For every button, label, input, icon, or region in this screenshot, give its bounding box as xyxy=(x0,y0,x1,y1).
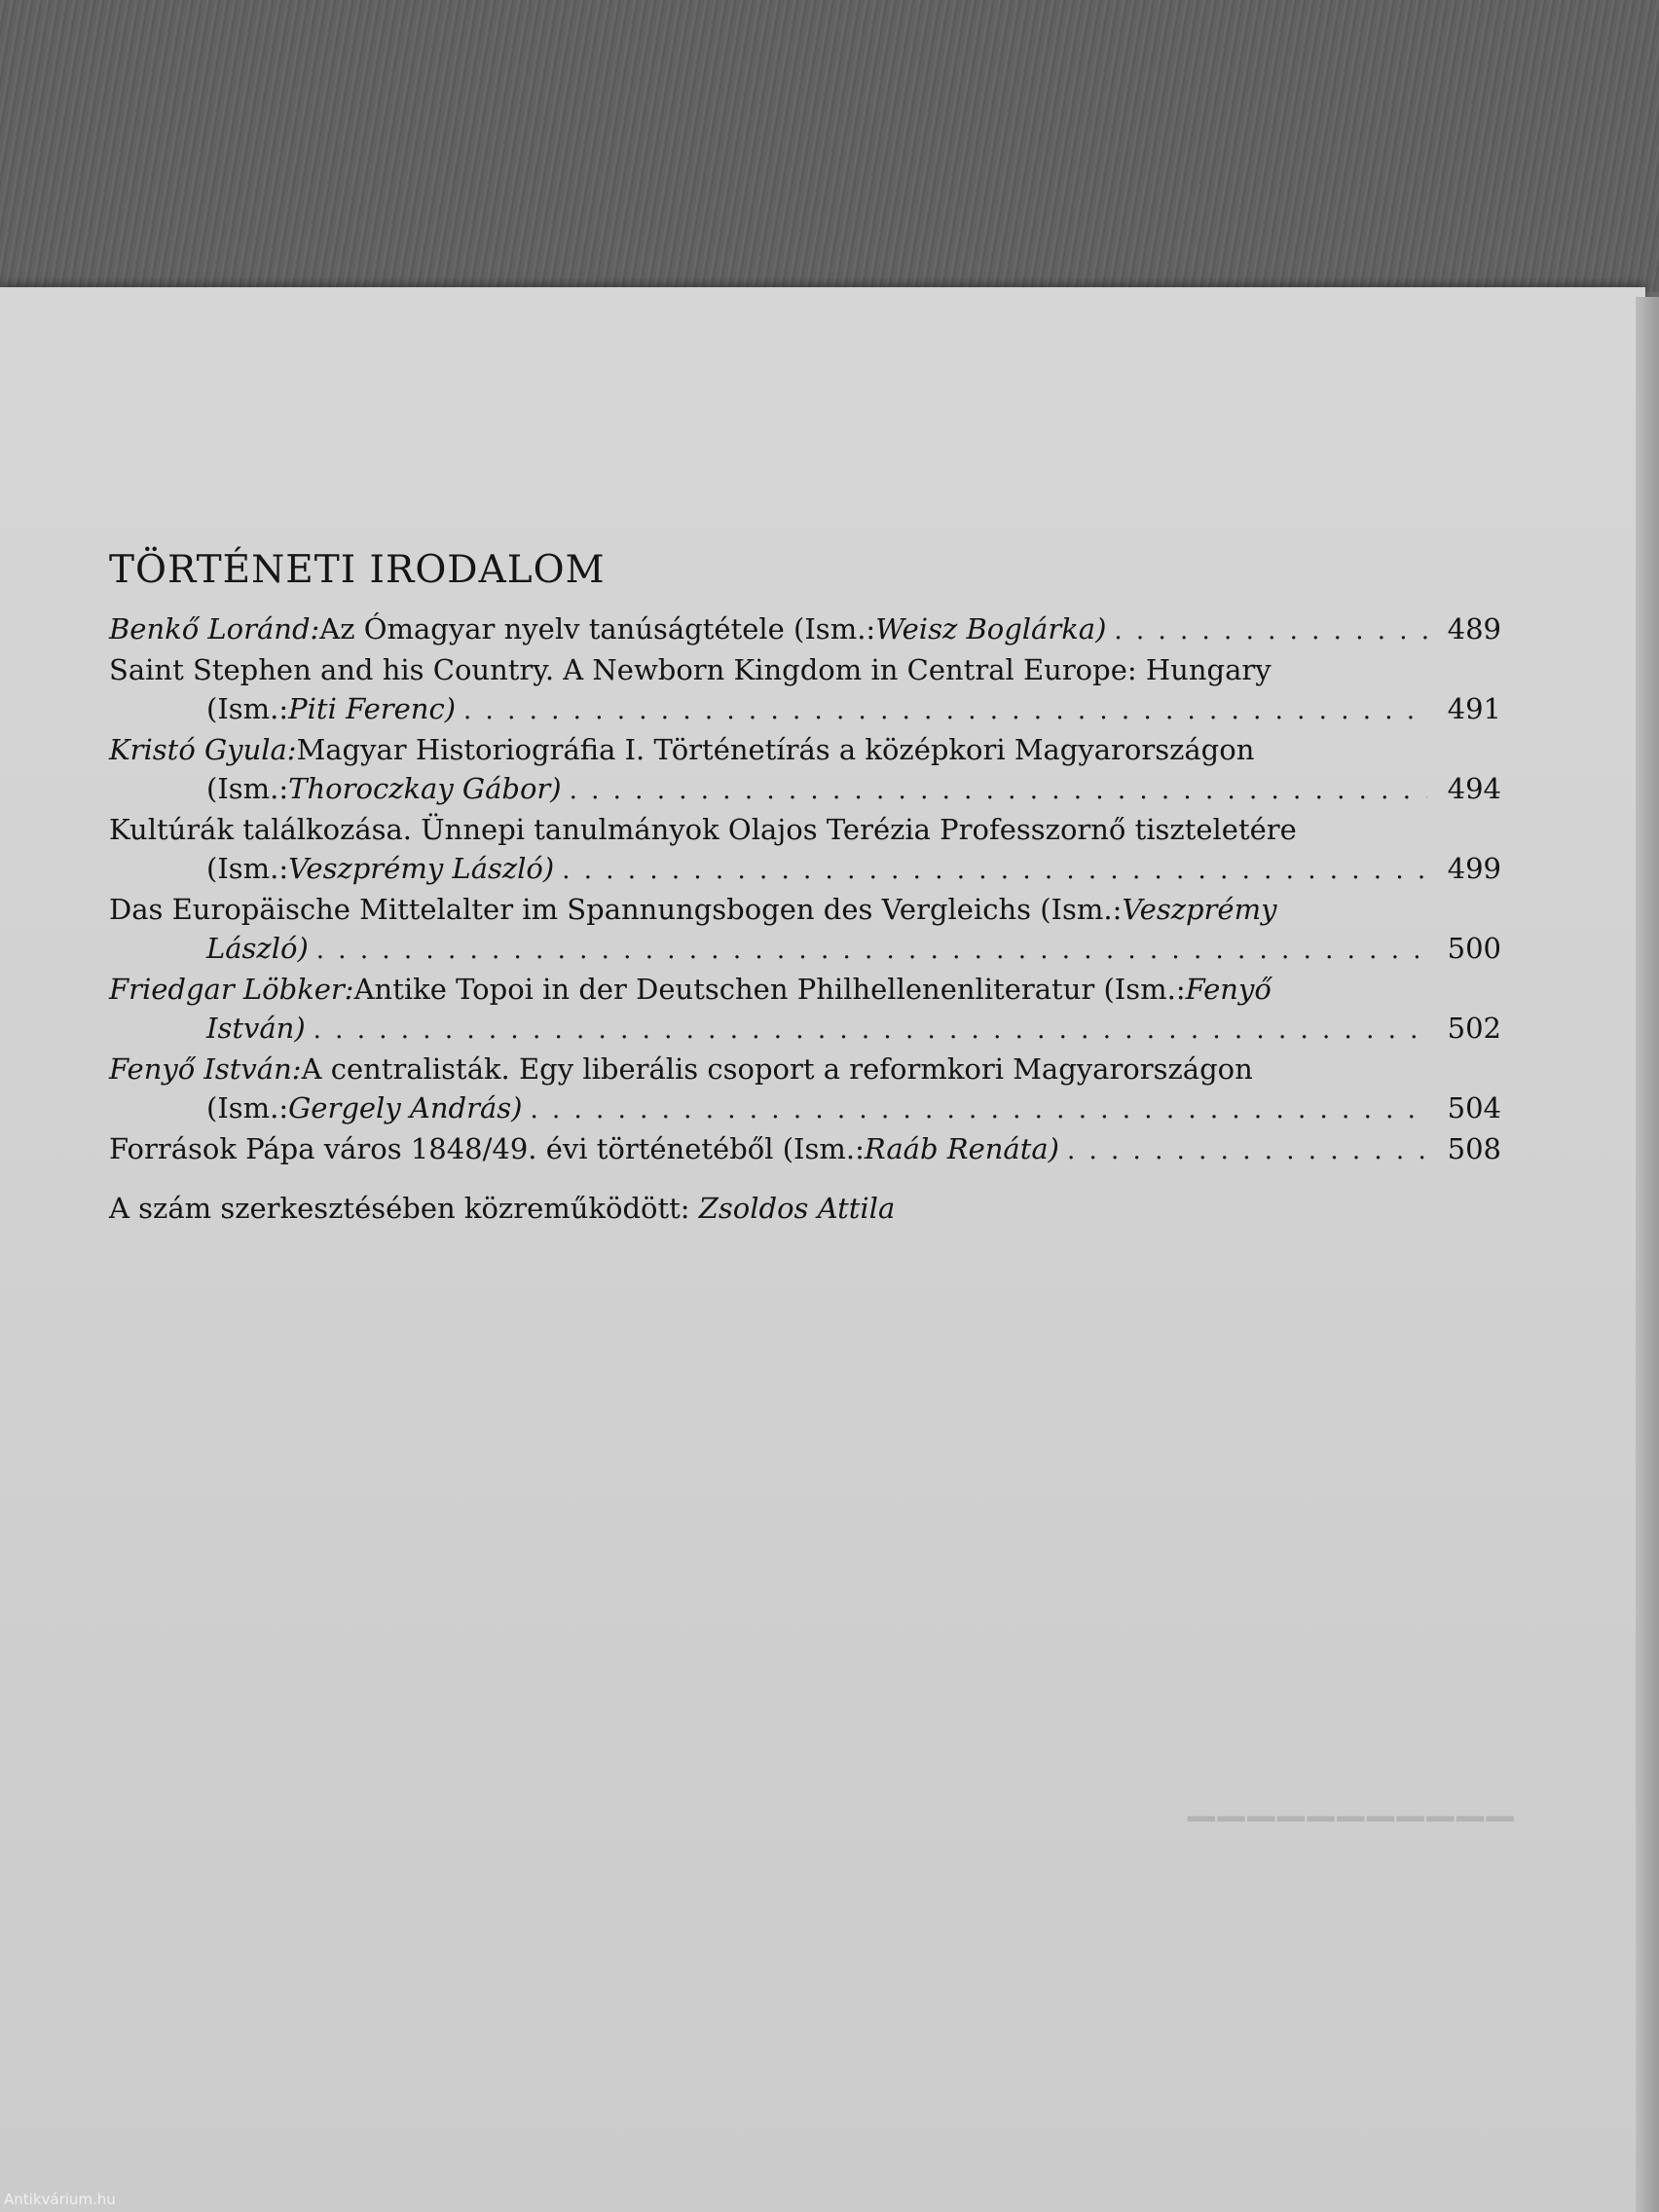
entry-ism: (Ism.: xyxy=(206,1091,289,1124)
credit-prefix: A szám szerkesztésében közreműködött: xyxy=(109,1192,699,1225)
entry-reviewer-cont: László) xyxy=(206,932,309,965)
entry-reviewer: Fenyő xyxy=(1185,973,1272,1006)
entry-ism: (Ism.: xyxy=(206,772,289,805)
editor-credit xyxy=(109,1192,1501,1225)
entry-author: Friedgar Löbker: xyxy=(109,973,354,1006)
leader-dots xyxy=(316,931,1427,970)
entry-title: Források Pápa város 1848/49. évi történetéből (Ism.: xyxy=(109,1132,865,1165)
entry-page: 508 xyxy=(1447,1132,1501,1165)
table-of-contents xyxy=(109,548,1501,1225)
leader-dots xyxy=(463,691,1427,730)
entry-reviewer-cont: István) xyxy=(206,1012,306,1045)
toc-entry xyxy=(109,810,1501,890)
entry-page: 500 xyxy=(1447,932,1501,965)
toc-entry xyxy=(109,1050,1501,1129)
entry-title: Saint Stephen and his Country. A Newborn Kingdom in Central Europe: Hungary xyxy=(109,653,1272,686)
entry-ism: (Ism.: xyxy=(206,692,289,725)
show-through-text: ▁▁▁▁▁▁▁▁▁▁▁ xyxy=(1188,1782,1517,1822)
leader-dots xyxy=(570,771,1427,810)
leader-dots xyxy=(1114,611,1427,650)
entry-ism: (Ism.: xyxy=(206,852,289,885)
section-title: TÖRTÉNETI IRODALOM xyxy=(109,548,606,592)
entry-page: 494 xyxy=(1447,772,1501,805)
entry-reviewer: Thoroczkay Gábor) xyxy=(288,772,562,805)
toc-entry xyxy=(109,650,1501,730)
leader-dots xyxy=(313,1011,1427,1050)
entry-page: 504 xyxy=(1447,1091,1501,1124)
page-edge xyxy=(1636,297,1659,2212)
entry-reviewer: Raáb Renáta) xyxy=(864,1132,1059,1165)
background-surface xyxy=(0,0,1659,292)
toc-entry xyxy=(109,730,1501,810)
entry-reviewer: Weisz Boglárka) xyxy=(875,612,1107,645)
entry-title: Das Europäische Mittelalter im Spannungsbogen des Vergleichs (Ism.: xyxy=(109,893,1123,926)
entry-reviewer: Veszprémy xyxy=(1122,893,1277,926)
entry-page: 489 xyxy=(1447,612,1501,645)
leader-dots xyxy=(1067,1131,1427,1170)
toc-entry xyxy=(109,970,1501,1050)
toc-entry xyxy=(109,609,1501,650)
entry-author: Kristó Gyula: xyxy=(109,733,297,766)
entry-reviewer: Piti Ferenc) xyxy=(288,692,457,725)
credit-name: Zsoldos Attila xyxy=(698,1192,896,1225)
entry-page: 499 xyxy=(1447,852,1501,885)
watermark: Antikvárium.hu xyxy=(4,2191,116,2208)
entry-title: A centralisták. Egy liberális csoport a reformkori Magyarországon xyxy=(301,1052,1253,1086)
entry-author: Benkő Loránd: xyxy=(109,612,320,645)
entry-title: Antike Topoi in der Deutschen Philhellenenliteratur (Ism.: xyxy=(353,973,1186,1006)
toc-entry xyxy=(109,890,1501,970)
entry-author: Fenyő István: xyxy=(109,1052,302,1086)
toc-entry xyxy=(109,1129,1501,1170)
entry-title: Kultúrák találkozása. Ünnepi tanulmányok Olajos Terézia Professzornő tiszteletére xyxy=(109,813,1297,846)
entry-reviewer: Veszprémy László) xyxy=(288,852,555,885)
entry-page: 502 xyxy=(1447,1012,1501,1045)
leader-dots xyxy=(530,1090,1427,1129)
entry-title: Magyar Historiográfia I. Történetírás a középkori Magyarországon xyxy=(296,733,1255,766)
entry-title: Az Ómagyar nyelv tanúságtétele (Ism.: xyxy=(319,612,876,645)
entry-reviewer: Gergely András) xyxy=(288,1091,523,1124)
leader-dots xyxy=(562,851,1427,890)
entry-page: 491 xyxy=(1447,692,1501,725)
